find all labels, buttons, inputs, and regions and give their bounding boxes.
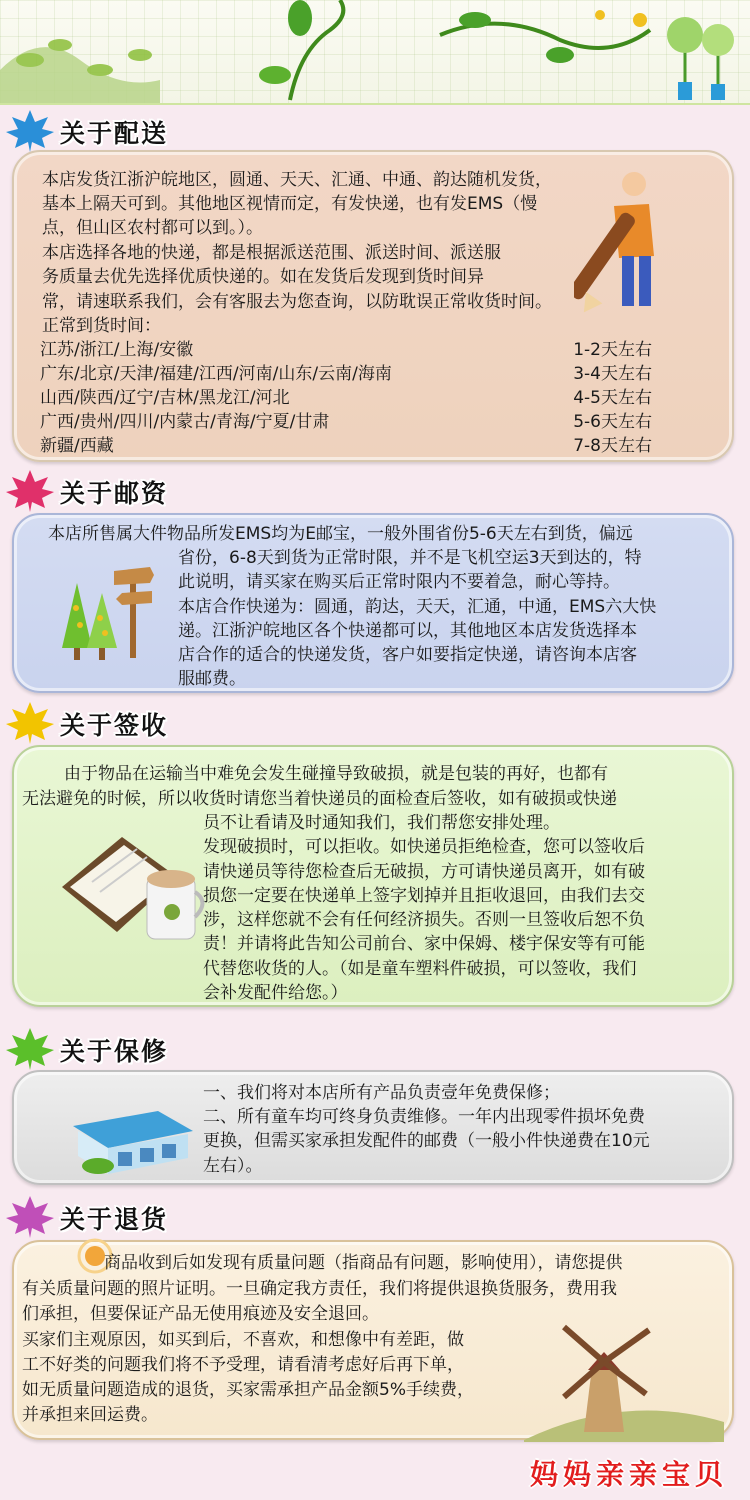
man-with-pencil-illustration [574, 166, 664, 316]
heading-signing [0, 700, 400, 744]
region-cell: 广东/北京/天津/福建/江西/河南/山东/云南/海南 [40, 364, 392, 384]
delivery-line: 基本上隔天可到。其他地区视情而定，有发快递，也有发EMS（慢 [42, 194, 538, 214]
signing-line: 请快递员等待您检查后无破损，方可请快递员离开，如有破 [203, 862, 645, 882]
delivery-line: 本店选择各地的快递，都是根据派送范围、派送时间、派送服 [42, 243, 501, 263]
postage-line: 本店合作快递为：圆通，韵达，天天，汇通，中通，EMS六大快 [178, 597, 657, 617]
warranty-line: 一、我们将对本店所有产品负责壹年免费保修； [203, 1083, 560, 1103]
maple-leaf-icon [4, 1026, 56, 1070]
maple-leaf-icon [4, 700, 56, 744]
heading-title: 关于邮资 [60, 479, 169, 508]
heading-title: 关于保修 [60, 1037, 169, 1066]
signing-line: 损您一定要在快递单上签字划掉并且拒收退回，由我们去交 [203, 886, 645, 906]
delivery-times-table [40, 338, 652, 458]
notebook-and-cup-illustration [52, 807, 212, 957]
days-cell: 5-6天左右 [573, 412, 652, 432]
delivery-line: 务质量去优先选择优质快递的。如在发货后发现到货时间异 [42, 267, 484, 287]
signing-line: 无法避免的时候，所以收货时请您当着快递员的面检查后签收，如有破损或快递 [22, 789, 617, 809]
table-row [40, 338, 652, 362]
header-banner [0, 0, 750, 105]
shop-brand-footer: 妈妈亲亲宝贝 [529, 1458, 728, 1491]
maple-leaf-icon [4, 468, 56, 512]
heading-warranty [0, 1026, 400, 1070]
signing-line: 由于物品在运输当中难免会发生碰撞导致破损，就是包装的再好，也都有 [64, 764, 608, 784]
signing-line: 员不让看请及时通知我们，我们帮您安排处理。 [203, 813, 560, 833]
returns-line: 如无质量问题造成的退货，买家需承担产品金额5%手续费， [22, 1380, 474, 1400]
delivery-line: 点，但山区农村都可以到。）。 [42, 218, 263, 238]
region-cell: 山西/陕西/辽宁/吉林/黑龙江/河北 [40, 388, 290, 408]
delivery-line: 常，请速联系我们，会有客服去为您查询，以防耽误正常收货时间。 [42, 292, 552, 312]
heading-postage [0, 468, 400, 512]
heading-delivery [0, 108, 400, 152]
table-row [40, 362, 652, 386]
postage-line: 此说明，请买家在购买后正常时限内不要着急，耐心等持。 [178, 572, 620, 592]
returns-line: 有关质量问题的照片证明。一旦确定我方责任，我们将提供退换货服务，费用我 [22, 1279, 617, 1299]
heading-title: 关于签收 [60, 711, 169, 740]
signing-line: 责！并请将此告知公司前台、家中保姆、楼宇保安等有可能 [203, 934, 645, 954]
shop-building-illustration [68, 1086, 198, 1176]
postage-line: 店合作的适合的快递发货，客户如要指定快递，请咨询本店客 [178, 645, 637, 665]
windmill-illustration [524, 1322, 724, 1442]
signing-line: 发现破损时，可以拒收。如快递员拒绝检查，您可以签收后 [203, 837, 645, 857]
delivery-line: 本店发货江浙沪皖地区，圆通、天天、汇通、中通、韵达随机发货， [42, 170, 552, 190]
days-cell: 7-8天左右 [573, 436, 652, 456]
returns-line: 工不好类的问题我们将不予受理，请看清考虑好后再下单， [22, 1355, 464, 1375]
returns-line: 们承担，但要保证产品无使用痕迹及安全退回。 [22, 1304, 379, 1324]
region-cell: 江苏/浙江/上海/安徽 [40, 340, 194, 360]
days-cell: 3-4天左右 [573, 364, 652, 384]
signing-line: 涉，这样您就不会有任何经济损失。否则一旦签收后恕不负 [203, 910, 645, 930]
days-cell: 4-5天左右 [573, 388, 652, 408]
table-row [40, 410, 652, 434]
delivery-line: 正常到货时间： [42, 316, 161, 336]
warranty-line: 更换，但需买家承担发配件的邮费（一般小件快递费在10元 [203, 1131, 650, 1151]
warranty-line: 左右）。 [203, 1156, 263, 1176]
postage-line: 本店所售属大件物品所发EMS均为E邮宝，一般外围省份5-6天左右到货，偏远 [48, 524, 633, 544]
heading-returns [0, 1194, 400, 1238]
days-cell: 1-2天左右 [573, 340, 652, 360]
table-row [40, 434, 652, 458]
heading-title: 关于退货 [60, 1205, 169, 1234]
maple-leaf-icon [4, 108, 56, 152]
postage-line: 服邮费。 [178, 669, 246, 689]
trees-signpost-illustration [42, 553, 162, 663]
returns-line: 买家们主观原因，如买到后，不喜欢，和想像中有差距，做 [22, 1330, 464, 1350]
postage-line: 省份，6-8天到货为正常时限，并不是飞机空运3天到达的，特 [178, 548, 642, 568]
signing-line: 代替您收货的人。（如是童车塑料件破损，可以签收，我们 [203, 959, 637, 979]
returns-line: 商品收到后如发现有质量问题（指商品有问题，影响使用），请您提供 [104, 1253, 623, 1273]
signing-line: 会补发配件给您。） [203, 983, 348, 1003]
maple-leaf-icon [4, 1194, 56, 1238]
returns-line: 并承担来回运费。 [22, 1405, 158, 1425]
heading-title: 关于配送 [60, 119, 169, 148]
region-cell: 广西/贵州/四川/内蒙古/青海/宁夏/甘肃 [40, 412, 330, 432]
region-cell: 新疆/西藏 [40, 436, 114, 456]
postage-line: 递。江浙沪皖地区各个快递都可以，其他地区本店发货选择本 [178, 621, 637, 641]
table-row [40, 386, 652, 410]
warranty-line: 二、所有童车均可终身负责维修。一年内出现零件损坏免费 [203, 1107, 645, 1127]
